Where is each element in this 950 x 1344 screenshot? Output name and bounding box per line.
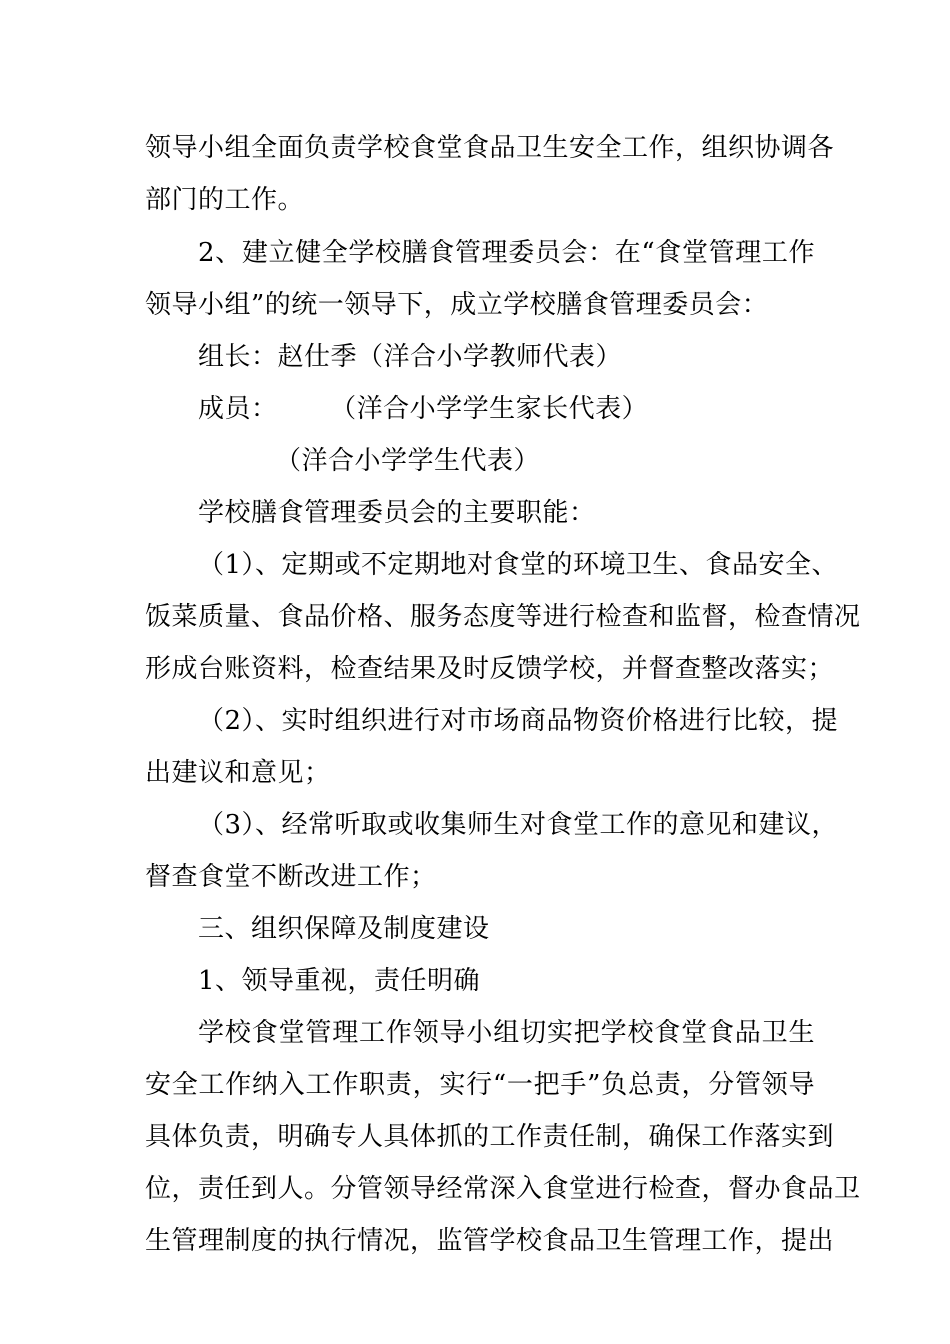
paragraph-line: 具体负责，明确专人具体抓的工作责任制，确保工作落实到 bbox=[145, 1122, 835, 1152]
paragraph-line: 学校膳食管理委员会的主要职能： bbox=[198, 498, 596, 528]
paragraph-line: 生管理制度的执行情况，监管学校食品卫生管理工作，提出 bbox=[145, 1226, 835, 1256]
section-heading: 三、组织保障及制度建设 bbox=[198, 914, 490, 944]
paragraph-line: 成员： （洋合小学学生家长代表） bbox=[198, 394, 649, 424]
paragraph-line: 形成台账资料，检查结果及时反馈学校，并督查整改落实； bbox=[145, 654, 835, 684]
paragraph-line: 督查食堂不断改进工作； bbox=[145, 862, 437, 892]
paragraph-line: 领导小组全面负责学校食堂食品卫生安全工作，组织协调各 bbox=[145, 133, 835, 163]
paragraph-line: 2、建立健全学校膳食管理委员会：在“食堂管理工作 bbox=[198, 238, 815, 268]
subsection-heading: 1、领导重视，责任明确 bbox=[198, 966, 481, 996]
paragraph-line: 学校食堂管理工作领导小组切实把学校食堂食品卫生 bbox=[198, 1018, 815, 1048]
paragraph-line: 安全工作纳入工作职责，实行“一把手”负总责，分管领导 bbox=[145, 1070, 815, 1100]
paragraph-line: 部门的工作。 bbox=[145, 185, 305, 215]
paragraph-line: （1）、定期或不定期地对食堂的环境卫生、食品安全、 bbox=[198, 550, 839, 580]
paragraph-line: 位，责任到人。分管领导经常深入食堂进行检查，督办食品卫 bbox=[145, 1174, 861, 1204]
paragraph-line: （2）、实时组织进行对市场商品物资价格进行比较，提 bbox=[198, 706, 839, 736]
paragraph-line: 组长：赵仕季（洋合小学教师代表） bbox=[198, 342, 623, 372]
paragraph-line: 出建议和意见； bbox=[145, 758, 331, 788]
paragraph-line: （洋合小学学生代表） bbox=[275, 446, 541, 476]
paragraph-line: 饭菜质量、食品价格、服务态度等进行检查和监督，检查情况 bbox=[145, 602, 861, 632]
paragraph-line: 领导小组”的统一领导下，成立学校膳食管理委员会： bbox=[145, 290, 769, 320]
paragraph-line: （3）、经常听取或收集师生对食堂工作的意见和建议， bbox=[198, 810, 839, 840]
